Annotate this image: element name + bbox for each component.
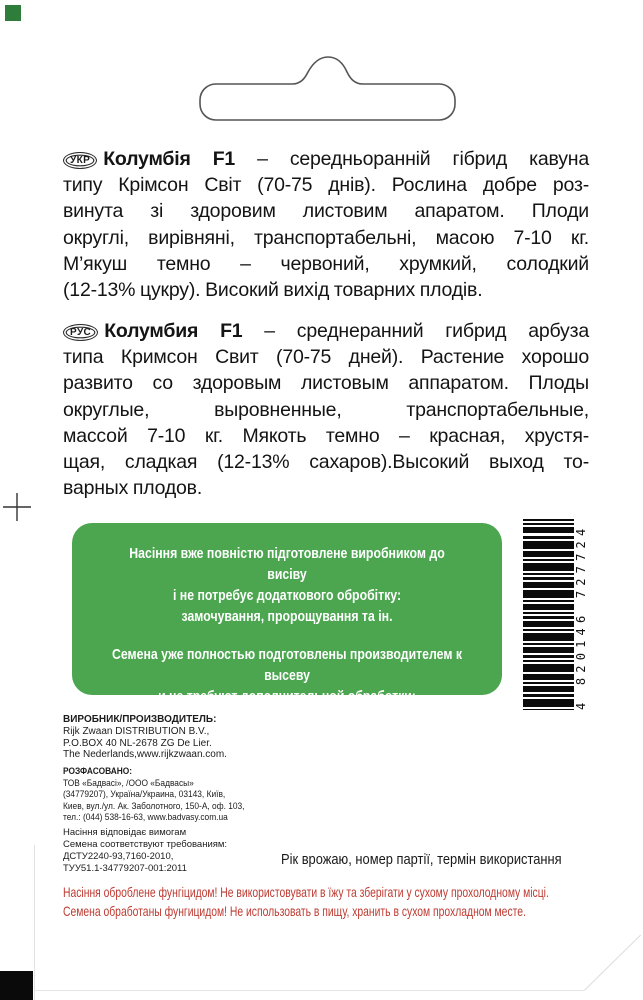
variety-name-rus: Колумбия F1 [104, 320, 243, 342]
harvest-note: Рік врожаю, номер партії, термін використання [281, 851, 562, 868]
ukr-lang-badge: УКР [63, 152, 97, 169]
standards-info [63, 827, 227, 875]
notice-line: і не потребує додаткового обробітку: [172, 587, 402, 604]
ukr-intro-line [63, 146, 589, 172]
fold-line-horizontal [34, 990, 584, 991]
treatment-notice-ukr [111, 543, 464, 627]
notice-line: Семена уже полностью подготовлены производителем к высеву [111, 646, 463, 684]
ukr-text-line: округлі, вирівняні, транспортабельні, масою 7-10 кг. [63, 226, 589, 249]
standards-line: Семена соответствуют требованиям: [63, 839, 228, 850]
producer-info [63, 714, 227, 761]
warning-line-ukr: Насіння оброблене фунгіцидом! Не використовувати в їжу та зберігати у сухому прохолодному місці. [63, 884, 549, 900]
packer-line: ТОВ «Бадвасі», /ООО «Бадвасы» [63, 777, 194, 789]
packer-info [63, 766, 245, 824]
ukr-text-line: (12-13% цукру). Високий вихід товарних плодів. [63, 279, 483, 302]
packer-title: РОЗФАСОВАНО: [63, 766, 133, 777]
standards-line: ТУУ51.1-34779207-001:2011 [63, 863, 187, 874]
fold-line-vertical [34, 845, 35, 1000]
variety-name-ukr: Колумбія F1 [103, 148, 236, 170]
notice-line: Насіння вже повністю підготовлене виробником до висіву [129, 545, 445, 583]
packer-line: тел.: (044) 538-16-63, www.badvasy.com.ua [63, 812, 228, 824]
producer-line: Rijk Zwaan DISTRIBUTION B.V., [63, 725, 210, 737]
standards-line: ДСТУ2240-93,7160-2010, [63, 851, 174, 862]
rus-text-line: развито со здоровым листовым аппаратом. Плоды [63, 372, 589, 395]
euro-hang-slot [0, 0, 643, 140]
packer-line: (34779207), Україна/Украина, 03143, Київ, [63, 789, 226, 801]
ukr-intro-text: – середньоранній гібрид кавуна [257, 148, 590, 170]
description-rus [63, 318, 589, 501]
barcode-bars [523, 519, 574, 710]
rus-text-line: массой 7-10 кг. Мякоть темно – красная, хрустя- [63, 424, 589, 447]
bottom-corner-mark [0, 971, 33, 1000]
packer-line: Киев, вул./ул. Ак. Заболотного, 150-А, оф. 103, [63, 800, 245, 812]
producer-line: The Nederlands,www.rijkzwaan.com. [63, 749, 227, 761]
rus-text-line: округлые, выровненные, транспортабельные, [63, 398, 589, 421]
rus-intro-line [63, 318, 589, 344]
ukr-text-line: М’якуш темно – червоний, хрумкий, солодкий [63, 252, 589, 275]
barcode-number: 4 820146 727724 [574, 523, 588, 710]
ukr-text-line: винута зі здоровим листовим апаратом. Плоди [63, 200, 589, 223]
description-ukr [63, 146, 589, 303]
rus-intro-text: – среднеранний гибрид арбуза [264, 320, 589, 342]
ukr-text-line: типу Крімсон Світ (70-75 днів). Рослина добре роз- [63, 174, 589, 197]
notice-line: и не требуют дополнительной обработки: [158, 688, 416, 705]
producer-line: P.O.BOX 40 NL-2678 ZG De Lier. [63, 737, 212, 749]
rus-text-line: варных плодов. [63, 477, 203, 500]
producer-title: ВИРОБНИК/ПРОИЗВОДИТЕЛЬ: [63, 714, 217, 725]
notice-line: замачивания, проращивания и др. [181, 709, 393, 726]
cut-corner-line [584, 935, 641, 991]
rus-lang-badge: РУС [63, 324, 98, 341]
fungicide-warning [63, 883, 643, 920]
registration-cross-icon [0, 489, 40, 529]
notice-line: замочування, пророщування та ін. [181, 608, 393, 625]
warning-line-rus: Семена обработаны фунгицидом! Не использовать в пищу, хранить в сухом прохладном месте. [63, 902, 526, 919]
rus-text-line: типа Кримсон Свит (70-75 дней). Растение хорошо [63, 346, 589, 369]
standards-line: Насіння відповідає вимогам [63, 827, 187, 838]
rus-text-line: щая, сладкая (12-13% сахаров).Высокий выход то- [63, 451, 589, 474]
